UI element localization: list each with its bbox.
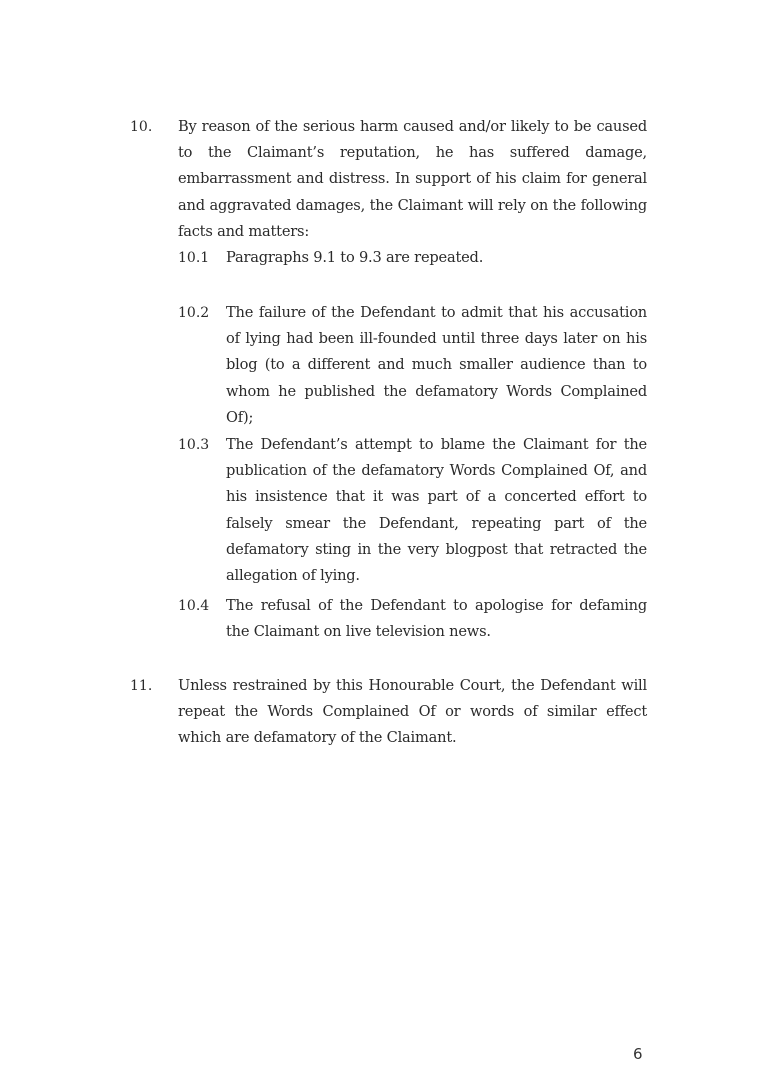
page-number: 6 <box>633 1045 643 1063</box>
subparagraph-text: The failure of the Defendant to admit that his accusation of lying had been ill-founded until three days later on his blog (to a different and much smaller audience than to whom he published the defamatory Words Complained Of); <box>226 304 647 426</box>
subparagraph-text: Paragraphs 9.1 to 9.3 are repeated. <box>226 249 484 266</box>
paragraph-11 <box>130 673 647 752</box>
subparagraph-10-3 <box>178 432 647 589</box>
subparagraph-number: 10.3 <box>178 437 210 453</box>
subparagraph-number: 10.1 <box>178 250 210 266</box>
paragraph-10 <box>130 114 647 245</box>
subparagraph-number: 10.4 <box>178 598 210 614</box>
subparagraph-10-1 <box>178 245 647 271</box>
paragraph-text: Unless restrained by this Honourable Court, the Defendant will repeat the Words Complained Of or words of similar effect which are defamatory of the Claimant. <box>178 677 647 747</box>
paragraph-number: 11. <box>130 678 153 694</box>
subparagraph-text: The refusal of the Defendant to apologise for defaming the Claimant on live television news. <box>226 597 647 641</box>
subparagraph-10-4 <box>178 593 647 645</box>
paragraph-text: By reason of the serious harm caused and/or likely to be caused to the Claimant’s reputation, he has suffered damage, embarrassment and distress. In support of his claim for general and aggravated damages, the Claimant will rely on the following facts and matters: <box>178 118 647 240</box>
subparagraph-number: 10.2 <box>178 305 210 321</box>
subparagraph-10-2 <box>178 300 647 431</box>
subparagraph-text: The Defendant’s attempt to blame the Claimant for the publication of the defamatory Words Complained Of, and his insistence that it was part of a concerted effort to falsely smear the Defendant, repeating part of the defamatory sting in the very blogpost that retracted the allegation of lying. <box>226 436 647 585</box>
paragraph-number: 10. <box>130 119 153 135</box>
